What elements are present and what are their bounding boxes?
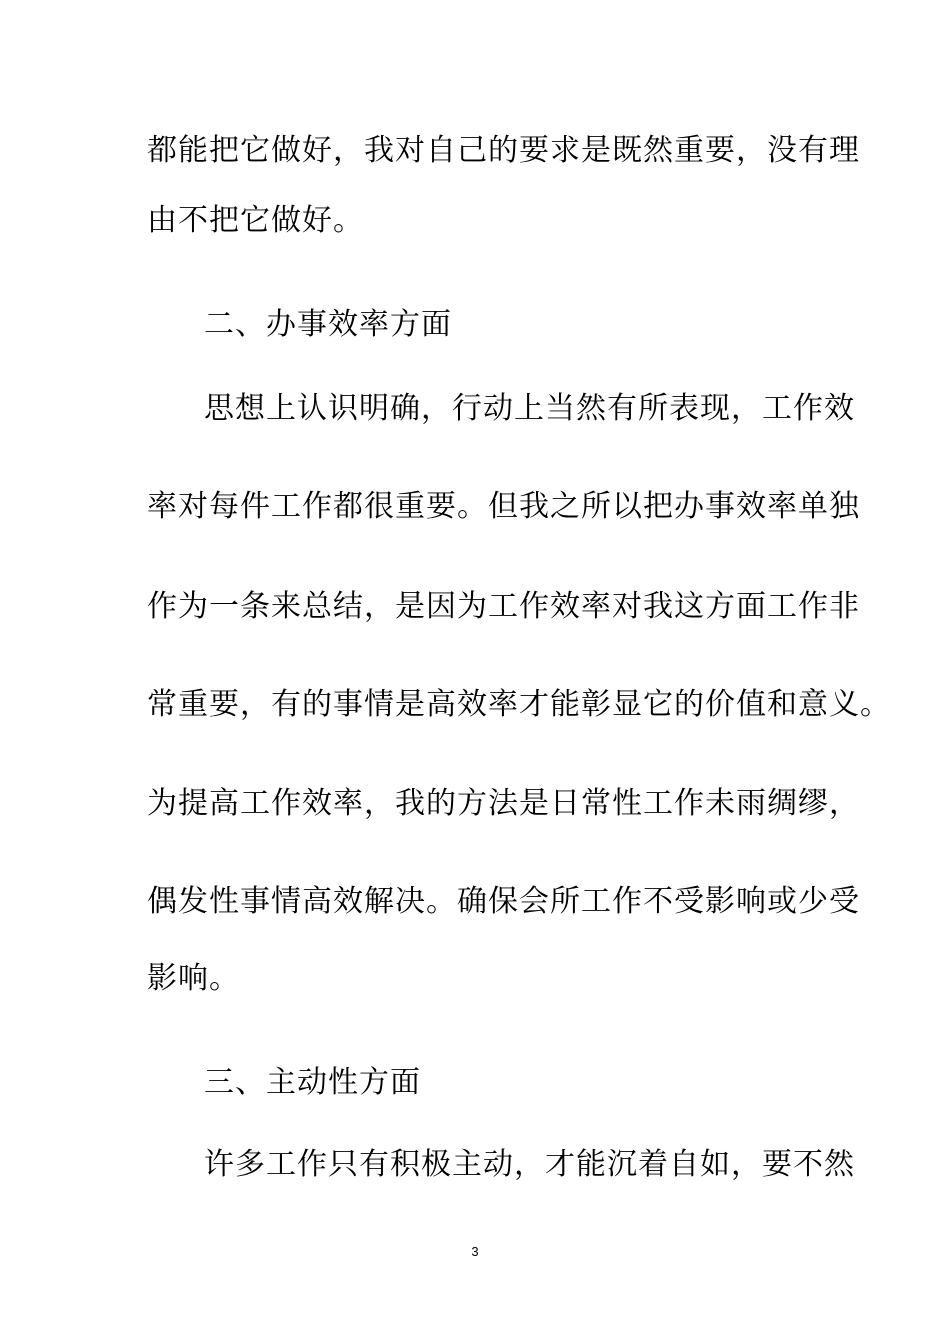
body-text-line: 率对每件工作都很重要。但我之所以把办事效率单独: [147, 489, 860, 524]
body-text-line: 偶发性事情高效解决。确保会所工作不受影响或少受: [147, 884, 860, 919]
body-text-line: 由不把它做好。: [147, 203, 364, 238]
body-text-line: 为提高工作效率，我的方法是日常性工作未雨绸缪，: [147, 786, 860, 821]
body-text-line: 作为一条来总结，是因为工作效率对我这方面工作非: [147, 589, 860, 624]
body-text-line: 常重要，有的事情是高效率才能彰显它的价值和意义。: [147, 687, 891, 722]
body-text-line: 影响。: [147, 961, 240, 996]
page-number: 3: [471, 1244, 479, 1259]
body-text-line: 思想上认识明确，行动上当然有所表现，工作效: [204, 391, 855, 426]
body-text-line: 都能把它做好，我对自己的要求是既然重要，没有理: [147, 133, 860, 168]
section-heading: 三、主动性方面: [204, 1065, 421, 1100]
section-heading: 二、办事效率方面: [204, 307, 452, 342]
body-text-line: 许多工作只有积极主动，才能沉着自如，要不然: [204, 1147, 855, 1182]
